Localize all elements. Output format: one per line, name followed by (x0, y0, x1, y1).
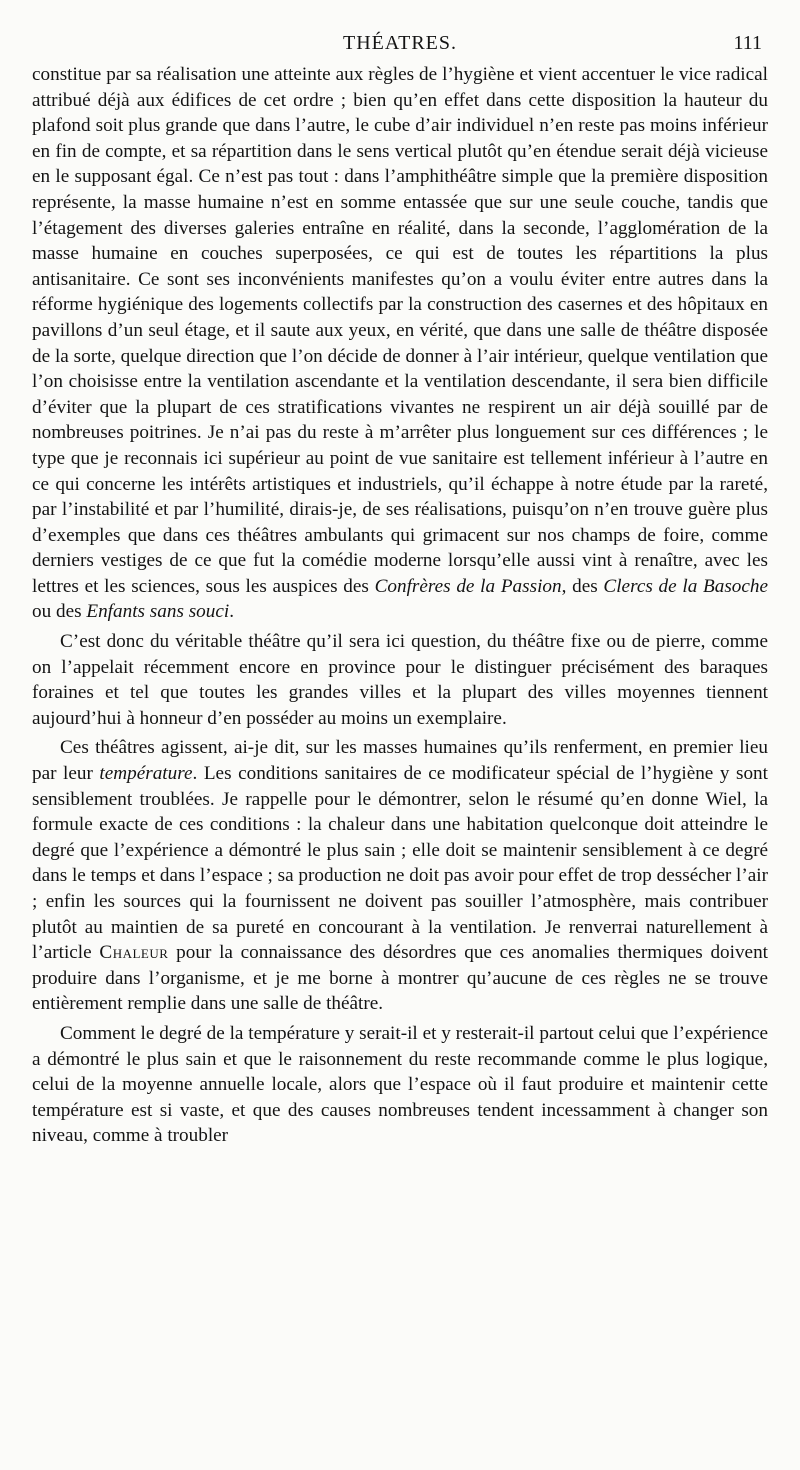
page-header (0, 30, 800, 60)
small-caps-term: Chaleur (99, 942, 169, 964)
running-title: THÉATRES. (343, 32, 457, 54)
page-number: 111 (733, 32, 762, 54)
text-run: . Les conditions sanitaires de ce modificateur spécial de l’hygiène y sont sensiblement troublées. Je rappelle pour le démontrer, selon le résumé qu’en donne Wiel, la formule exacte de ces conditions : la chaleur dans une habitation quelconque doit atteindre le degré que l’expérience a démontré le plus sain ; elle doit se maintenir sensiblement à ce degré dans le temps et dans l’espace ; sa production ne doit pas avoir pour effet de trop dessécher l’air ; enfin les sources qui la fournissent ne doivent pas souiller l’atmosphère, mais contribuer plutôt au maintien de sa pureté en concourant à la ventilation. Je renverrai naturellement à l’article (32, 763, 768, 964)
text-run: constitue par sa réalisation une atteinte aux règles de l’hygiène et vient accentuer le vice radical attribué déjà aux édifices de cet ordre ; bien qu’en effet dans cette disposition la hauteur du plafond soit plus grande que dans l’autre, le cube d’air individuel n’en reste pas moins inférieur en fin de compte, et sa répartition dans le sens vertical plutôt qu’en étendue serait déjà vicieuse en le supposant égal. Ce n’est pas tout : dans l’amphithéâtre simple que la première disposition représente, la masse humaine n’est en somme entassée que sur une seule couche, tandis que l’étagement des diverses galeries entraîne en réalité, dans la seconde, l’agglomération de la masse humaine en couches superposées, ce qui est de toutes les répartitions la plus antisanitaire. Ce sont ses inconvénients manifestes qu’on a voulu éviter entre autres dans la réforme hygiénique des logements collectifs par la construction des casernes et des hôpitaux en pavillons d’un seul étage, et il saute aux yeux, en vérité, que dans une salle de théâtre disposée de la sorte, quelque direction que l’on décide de donner à l’air intérieur, quelque ventilation que l’on choisisse entre la ventilation ascendante et la ventilation descendante, il sera bien difficile d’éviter que la plupart de ces stratifications vivantes ne respirent un air déjà souillé par de nombreuses poitrines. Je n’ai pas du reste à m’arrêter plus longuement sur ces différences ; le type que je reconnais ici supérieur au point de vue sanitaire est tellement inférieur à l’autre en ce qui concerne les intérêts artistiques et industriels, qu’il échappe à notre étude par la rareté, par l’instabilité et par l’humilité, dirais-je, de ses réalisations, puisqu’on n’en trouve guère plus d’exemples que dans ces théâtres ambulants qui grimacent sur nos champs de foire, comme derniers vestiges de ce que fut la comédie moderne lorsqu’elle aussi vint à renaître, avec les lettres et les sciences, sous les auspices des (32, 64, 768, 597)
text-run: Comment le degré de la température y serait-il et y resterait-il partout celui que l’expérience a démontré le plus sain et que le raisonnement du reste recommande comme le plus logique, celui de la moyenne annuelle locale, alors que l’espace où il faut produire et maintenir cette température est si vaste, et que des causes nombreuses tendent incessamment à changer son niveau, comme à troubler (32, 1022, 768, 1147)
paragraph-3 (32, 735, 768, 1017)
italic-phrase: Confrères de la Passion (374, 575, 562, 597)
paragraph-2 (32, 629, 768, 731)
text-run: ou des (32, 601, 87, 623)
text-run: . (229, 601, 235, 623)
body-text (32, 62, 768, 1149)
text-run: C’est donc du véritable théâtre qu’il sera ici question, du théâtre fixe ou de pierre, comme on l’appelait récemment encore en province pour le distinguer précisément des baraques foraines et tel que toutes les grandes villes et la plupart des villes moyennes tiennent aujourd’hui à honneur d’en posséder au moins un exemplaire. (32, 631, 768, 729)
text-run: pour la connaissance des désordres que ces anomalies thermiques doivent produire dans l’organisme, et je me borne à montrer qu’aucune de ces règles ne se trouve entièrement remplie dans une salle de théâtre. (32, 942, 768, 1015)
text-run: , des (561, 575, 604, 597)
paragraph-1 (32, 62, 768, 625)
italic-phrase: Enfants sans souci (86, 601, 230, 623)
italic-phrase: Clercs de la Basoche (603, 575, 769, 597)
text-run: Ces théâtres agissent, ai-je dit, sur les masses humaines qu’ils renferment, en premier lieu par leur (32, 737, 768, 785)
italic-phrase: température (99, 763, 193, 785)
paragraph-4 (32, 1021, 768, 1149)
